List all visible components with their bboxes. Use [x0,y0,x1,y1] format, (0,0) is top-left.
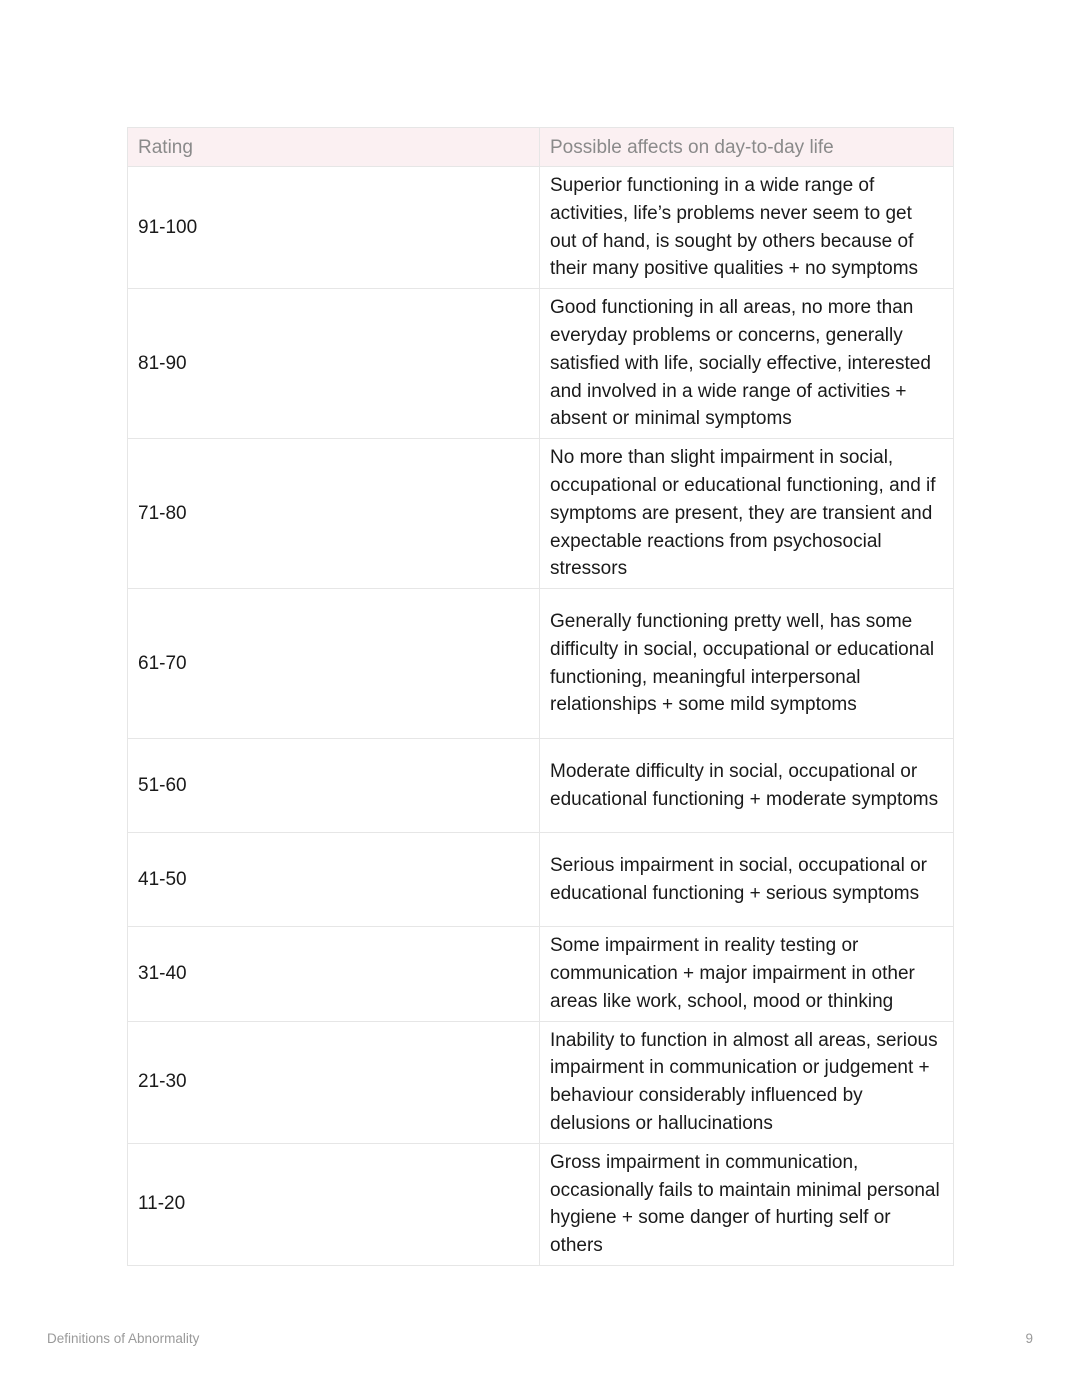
table-row [128,1021,954,1143]
rating-cell: 41-50 [128,833,540,927]
table-row [128,739,954,833]
rating-cell: 91-100 [128,167,540,289]
footer-document-title: Definitions of Abnormality [47,1331,200,1346]
table-row [128,927,954,1021]
table-row [128,439,954,589]
table-row [128,167,954,289]
rating-cell: 81-90 [128,289,540,439]
effects-cell: Some impairment in reality testing or communication + major impairment in other areas like work, school, mood or thinking [540,927,954,1021]
table-row [128,289,954,439]
footer-page-number: 9 [1025,1331,1033,1346]
rating-cell: 61-70 [128,589,540,739]
effects-cell: Good functioning in all areas, no more than everyday problems or concerns, generally satisfied with life, socially effective, interested and involved in a wide range of activities + absent or minimal symptoms [540,289,954,439]
effects-cell: Superior functioning in a wide range of activities, life’s problems never seem to get out of hand, is sought by others because of their many positive qualities + no symptoms [540,167,954,289]
effects-cell: Gross impairment in communication, occasionally fails to maintain minimal personal hygiene + some danger of hurting self or others [540,1143,954,1265]
column-header-rating: Rating [128,128,540,167]
table-row [128,589,954,739]
rating-table-container [127,127,953,1266]
effects-cell: Moderate difficulty in social, occupational or educational functioning + moderate symptoms [540,739,954,833]
rating-cell: 51-60 [128,739,540,833]
rating-table [127,127,954,1266]
effects-cell: Serious impairment in social, occupational or educational functioning + serious symptoms [540,833,954,927]
effects-cell: Generally functioning pretty well, has some difficulty in social, occupational or educational functioning, meaningful interpersonal relationships + some mild symptoms [540,589,954,739]
rating-cell: 11-20 [128,1143,540,1265]
table-row [128,1143,954,1265]
rating-cell: 21-30 [128,1021,540,1143]
rating-cell: 31-40 [128,927,540,1021]
table-row [128,833,954,927]
effects-cell: Inability to function in almost all areas, serious impairment in communication or judgement + behaviour considerably influenced by delusions or hallucinations [540,1021,954,1143]
rating-cell: 71-80 [128,439,540,589]
column-header-effects: Possible affects on day-to-day life [540,128,954,167]
effects-cell: No more than slight impairment in social, occupational or educational functioning, and if symptoms are present, they are transient and expectable reactions from psychosocial stressors [540,439,954,589]
table-header-row [128,128,954,167]
